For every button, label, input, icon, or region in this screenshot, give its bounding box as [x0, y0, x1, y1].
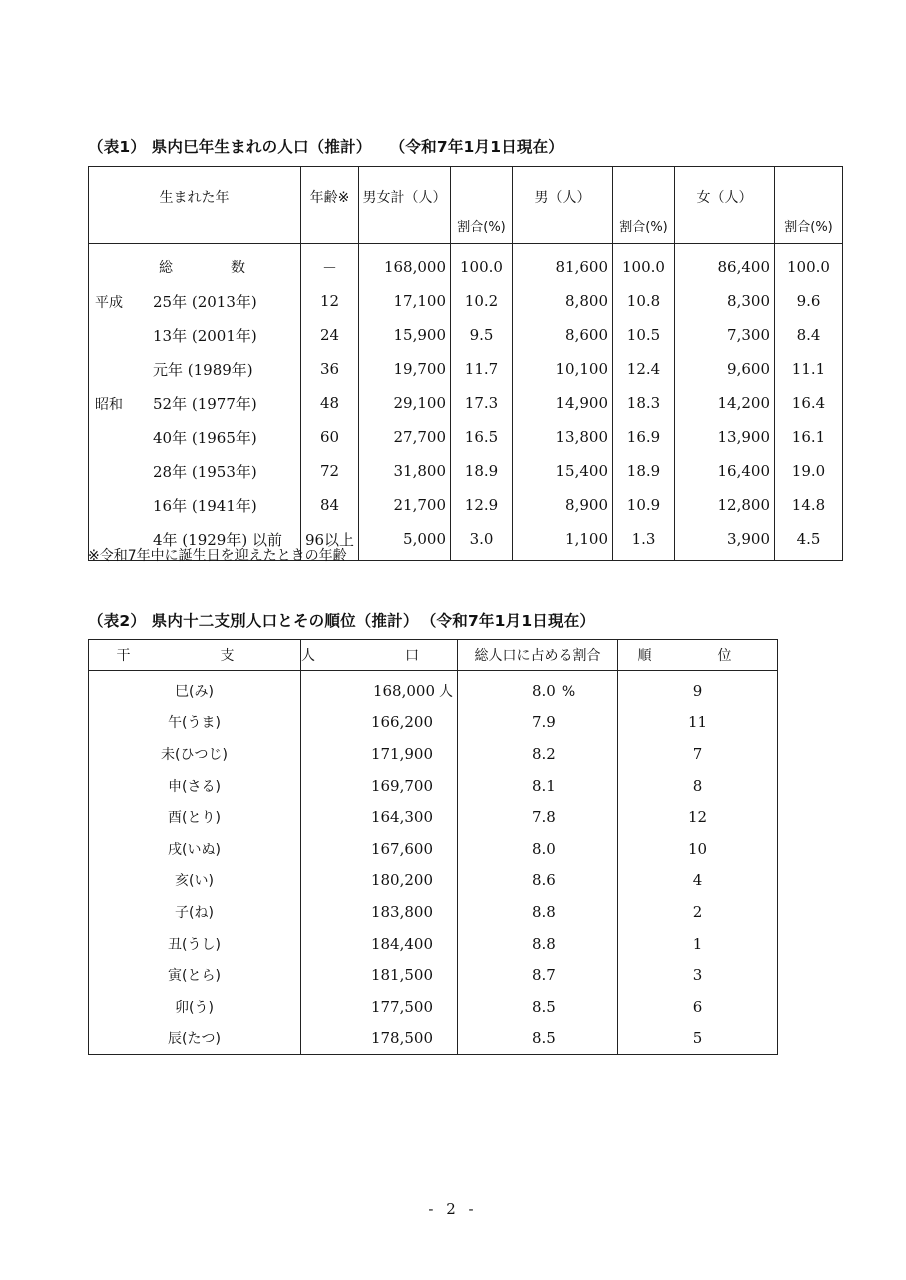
share-cell	[458, 833, 618, 865]
share-cell	[458, 738, 618, 770]
zodiac-cell: 寅(とら)	[89, 959, 301, 991]
population-value: 178,500	[370, 1029, 433, 1048]
page-number: - 2 -	[428, 1200, 478, 1218]
table1-title: （表1） 県内巳年生まれの人口（推計）	[88, 138, 372, 156]
female-pct-cell: 16.4	[775, 386, 843, 420]
female-pct-cell: 9.6	[775, 284, 843, 318]
population-value: 177,500	[370, 997, 433, 1016]
table2-row	[89, 959, 778, 991]
age-cell: 72	[301, 454, 359, 488]
female-cell: 12,800	[675, 488, 775, 522]
female-cell: 7,300	[675, 318, 775, 352]
male-cell: 8,900	[513, 488, 613, 522]
male-cell: 1,100	[513, 522, 613, 561]
total-cell: 17,100	[359, 284, 451, 318]
table2-row	[89, 1023, 778, 1055]
total-pct-cell: 3.0	[451, 522, 513, 561]
table2-title: （表2） 県内十二支別人口とその順位（推計）	[88, 612, 419, 630]
zodiac-cell: 戌(いぬ)	[89, 833, 301, 865]
total-pct-cell: 12.9	[451, 488, 513, 522]
population-cell	[301, 991, 458, 1023]
zodiac-cell: 子(ね)	[89, 896, 301, 928]
share-value: 7.8	[532, 808, 556, 827]
year-label: 28年 (1953年)	[153, 462, 257, 481]
table2-row	[89, 738, 778, 770]
table1-row	[89, 488, 843, 522]
population-cell	[301, 896, 458, 928]
table1-row	[89, 386, 843, 420]
male-pct-cell: 1.3	[613, 522, 675, 561]
female-pct-cell: 11.1	[775, 352, 843, 386]
total-female-pct: 100.0	[775, 244, 843, 285]
share-value: 7.9	[532, 713, 556, 732]
header-female: 女（人）	[675, 167, 775, 244]
total-pct-cell: 17.3	[451, 386, 513, 420]
table2-row	[89, 865, 778, 897]
population-value: 183,800	[370, 902, 433, 921]
table1-zodiac-snake-population	[88, 166, 843, 561]
population-cell	[301, 770, 458, 802]
zodiac-cell: 午(うま)	[89, 707, 301, 739]
header-population: 人 口	[301, 640, 458, 671]
table1-header-row	[89, 167, 843, 244]
table1-total-row	[89, 244, 843, 285]
share-cell	[458, 959, 618, 991]
total-cell: 31,800	[359, 454, 451, 488]
zodiac-cell: 卯(う)	[89, 991, 301, 1023]
share-value: 8.1	[532, 776, 556, 795]
female-cell: 9,600	[675, 352, 775, 386]
birth-year-cell	[89, 488, 301, 522]
header-male-ratio: 割合(%)	[613, 167, 675, 244]
total-cell: 29,100	[359, 386, 451, 420]
female-cell: 8,300	[675, 284, 775, 318]
total-cell: 5,000	[359, 522, 451, 561]
female-pct-cell: 8.4	[775, 318, 843, 352]
population-cell	[301, 801, 458, 833]
male-pct-cell: 10.8	[613, 284, 675, 318]
rank-cell: 4	[618, 865, 778, 897]
male-cell: 10,100	[513, 352, 613, 386]
rank-cell: 8	[618, 770, 778, 802]
total-total: 168,000	[359, 244, 451, 285]
female-cell: 3,900	[675, 522, 775, 561]
year-label: 元年 (1989年)	[153, 360, 253, 379]
zodiac-cell: 巳(み)	[89, 671, 301, 707]
male-pct-cell: 10.9	[613, 488, 675, 522]
female-cell: 14,200	[675, 386, 775, 420]
male-pct-cell: 12.4	[613, 352, 675, 386]
population-value: 166,200	[370, 713, 433, 732]
total-pct-cell: 18.9	[451, 454, 513, 488]
table1-date: （令和7年1月1日現在）	[397, 138, 564, 156]
table1-row	[89, 420, 843, 454]
zodiac-cell: 辰(たつ)	[89, 1023, 301, 1055]
female-cell: 16,400	[675, 454, 775, 488]
age-cell: 48	[301, 386, 359, 420]
share-cell	[458, 671, 618, 707]
table2-header-row	[89, 640, 778, 671]
female-cell: 13,900	[675, 420, 775, 454]
share-value: 8.2	[532, 744, 556, 763]
header-age: 年齢※	[301, 167, 359, 244]
population-value: 181,500	[370, 966, 433, 985]
rank-cell: 10	[618, 833, 778, 865]
male-pct-cell: 18.3	[613, 386, 675, 420]
population-value: 180,200	[370, 871, 433, 890]
share-cell	[458, 928, 618, 960]
birth-year-cell	[89, 420, 301, 454]
rank-cell: 12	[618, 801, 778, 833]
population-cell	[301, 959, 458, 991]
population-cell	[301, 833, 458, 865]
table2-row	[89, 801, 778, 833]
year-label: 52年 (1977年)	[153, 394, 257, 413]
female-pct-cell: 16.1	[775, 420, 843, 454]
year-label: 4年 (1929年) 以前	[153, 530, 282, 549]
total-pct-cell: 9.5	[451, 318, 513, 352]
header-total: 男女計（人）	[359, 167, 451, 244]
zodiac-cell: 未(ひつじ)	[89, 738, 301, 770]
share-cell	[458, 896, 618, 928]
age-cell: 24	[301, 318, 359, 352]
table1-footnote: ※令和7年中に誕生日を迎えたときの年齢	[88, 548, 347, 564]
rank-cell: 9	[618, 671, 778, 707]
age-cell: 12	[301, 284, 359, 318]
total-age: －	[301, 244, 359, 285]
total-cell: 21,700	[359, 488, 451, 522]
zodiac-cell: 申(さる)	[89, 770, 301, 802]
table2-row	[89, 991, 778, 1023]
share-value: 8.6	[532, 871, 556, 890]
era-label: 昭和	[95, 396, 123, 413]
rank-cell: 3	[618, 959, 778, 991]
share-cell	[458, 707, 618, 739]
table1-row	[89, 284, 843, 318]
year-label: 25年 (2013年)	[153, 292, 257, 311]
population-unit: 人	[439, 683, 453, 700]
male-pct-cell: 16.9	[613, 420, 675, 454]
rank-cell: 5	[618, 1023, 778, 1055]
header-zodiac: 干 支	[89, 640, 301, 671]
year-label: 13年 (2001年)	[153, 326, 257, 345]
share-cell	[458, 770, 618, 802]
rank-cell: 2	[618, 896, 778, 928]
total-total-pct: 100.0	[451, 244, 513, 285]
total-male-pct: 100.0	[613, 244, 675, 285]
population-value: 164,300	[370, 808, 433, 827]
total-cell: 15,900	[359, 318, 451, 352]
share-value: 8.8	[532, 902, 556, 921]
share-value: 8.7	[532, 966, 556, 985]
female-pct-cell: 14.8	[775, 488, 843, 522]
table1-caption	[88, 135, 564, 157]
share-cell	[458, 801, 618, 833]
year-label: 16年 (1941年)	[153, 496, 257, 515]
age-cell: 96以上	[301, 522, 359, 561]
table2-body	[89, 671, 778, 1055]
zodiac-cell: 亥(い)	[89, 865, 301, 897]
female-pct-cell: 4.5	[775, 522, 843, 561]
population-value: 167,600	[370, 839, 433, 858]
total-pct-cell: 10.2	[451, 284, 513, 318]
birth-year-cell	[89, 454, 301, 488]
male-pct-cell: 18.9	[613, 454, 675, 488]
rank-cell: 1	[618, 928, 778, 960]
header-male: 男（人）	[513, 167, 613, 244]
table2-caption	[88, 609, 595, 631]
total-label: 総 数	[89, 244, 301, 285]
header-female-ratio: 割合(%)	[775, 167, 843, 244]
share-cell	[458, 1023, 618, 1055]
table1-body	[89, 244, 843, 561]
population-value: 171,900	[370, 744, 433, 763]
rank-cell: 6	[618, 991, 778, 1023]
table2-row	[89, 833, 778, 865]
share-value: 8.8	[532, 934, 556, 953]
male-cell: 8,800	[513, 284, 613, 318]
table2-date: （令和7年1月1日現在）	[428, 612, 596, 630]
age-cell: 60	[301, 420, 359, 454]
male-cell: 14,900	[513, 386, 613, 420]
total-female: 86,400	[675, 244, 775, 285]
population-cell	[301, 928, 458, 960]
population-value: 169,700	[370, 776, 433, 795]
zodiac-cell: 丑(うし)	[89, 928, 301, 960]
rank-cell: 11	[618, 707, 778, 739]
male-cell: 8,600	[513, 318, 613, 352]
total-pct-cell: 11.7	[451, 352, 513, 386]
population-cell	[301, 1023, 458, 1055]
header-total-ratio: 割合(%)	[451, 167, 513, 244]
birth-year-cell	[89, 386, 301, 420]
share-value: 8.5	[532, 1029, 556, 1048]
population-cell	[301, 707, 458, 739]
share-cell	[458, 865, 618, 897]
male-cell: 15,400	[513, 454, 613, 488]
header-birth-year: 生まれた年	[89, 167, 301, 244]
population-cell	[301, 738, 458, 770]
table2-row	[89, 707, 778, 739]
table1-row	[89, 454, 843, 488]
header-rank: 順 位	[618, 640, 778, 671]
share-value: 8.0	[532, 681, 556, 700]
table1-row	[89, 318, 843, 352]
era-label: 平成	[95, 294, 123, 311]
total-male: 81,600	[513, 244, 613, 285]
birth-year-cell	[89, 284, 301, 318]
population-value: 184,400	[370, 934, 433, 953]
age-cell: 36	[301, 352, 359, 386]
share-unit: %	[561, 683, 576, 700]
rank-cell: 7	[618, 738, 778, 770]
population-cell	[301, 865, 458, 897]
share-value: 8.5	[532, 997, 556, 1016]
table2-row	[89, 928, 778, 960]
share-cell	[458, 991, 618, 1023]
population-cell	[301, 671, 458, 707]
birth-year-cell	[89, 352, 301, 386]
table2-row	[89, 896, 778, 928]
age-cell: 84	[301, 488, 359, 522]
table2-zodiac-population-ranking	[88, 639, 778, 1055]
male-cell: 13,800	[513, 420, 613, 454]
total-pct-cell: 16.5	[451, 420, 513, 454]
birth-year-cell	[89, 318, 301, 352]
female-pct-cell: 19.0	[775, 454, 843, 488]
total-cell: 19,700	[359, 352, 451, 386]
share-value: 8.0	[532, 839, 556, 858]
male-pct-cell: 10.5	[613, 318, 675, 352]
table1-row	[89, 352, 843, 386]
header-share: 総人口に占める割合	[458, 640, 618, 671]
total-cell: 27,700	[359, 420, 451, 454]
population-value: 168,000	[372, 681, 435, 700]
table2-row	[89, 770, 778, 802]
zodiac-cell: 酉(とり)	[89, 801, 301, 833]
table2-row	[89, 671, 778, 707]
year-label: 40年 (1965年)	[153, 428, 257, 447]
